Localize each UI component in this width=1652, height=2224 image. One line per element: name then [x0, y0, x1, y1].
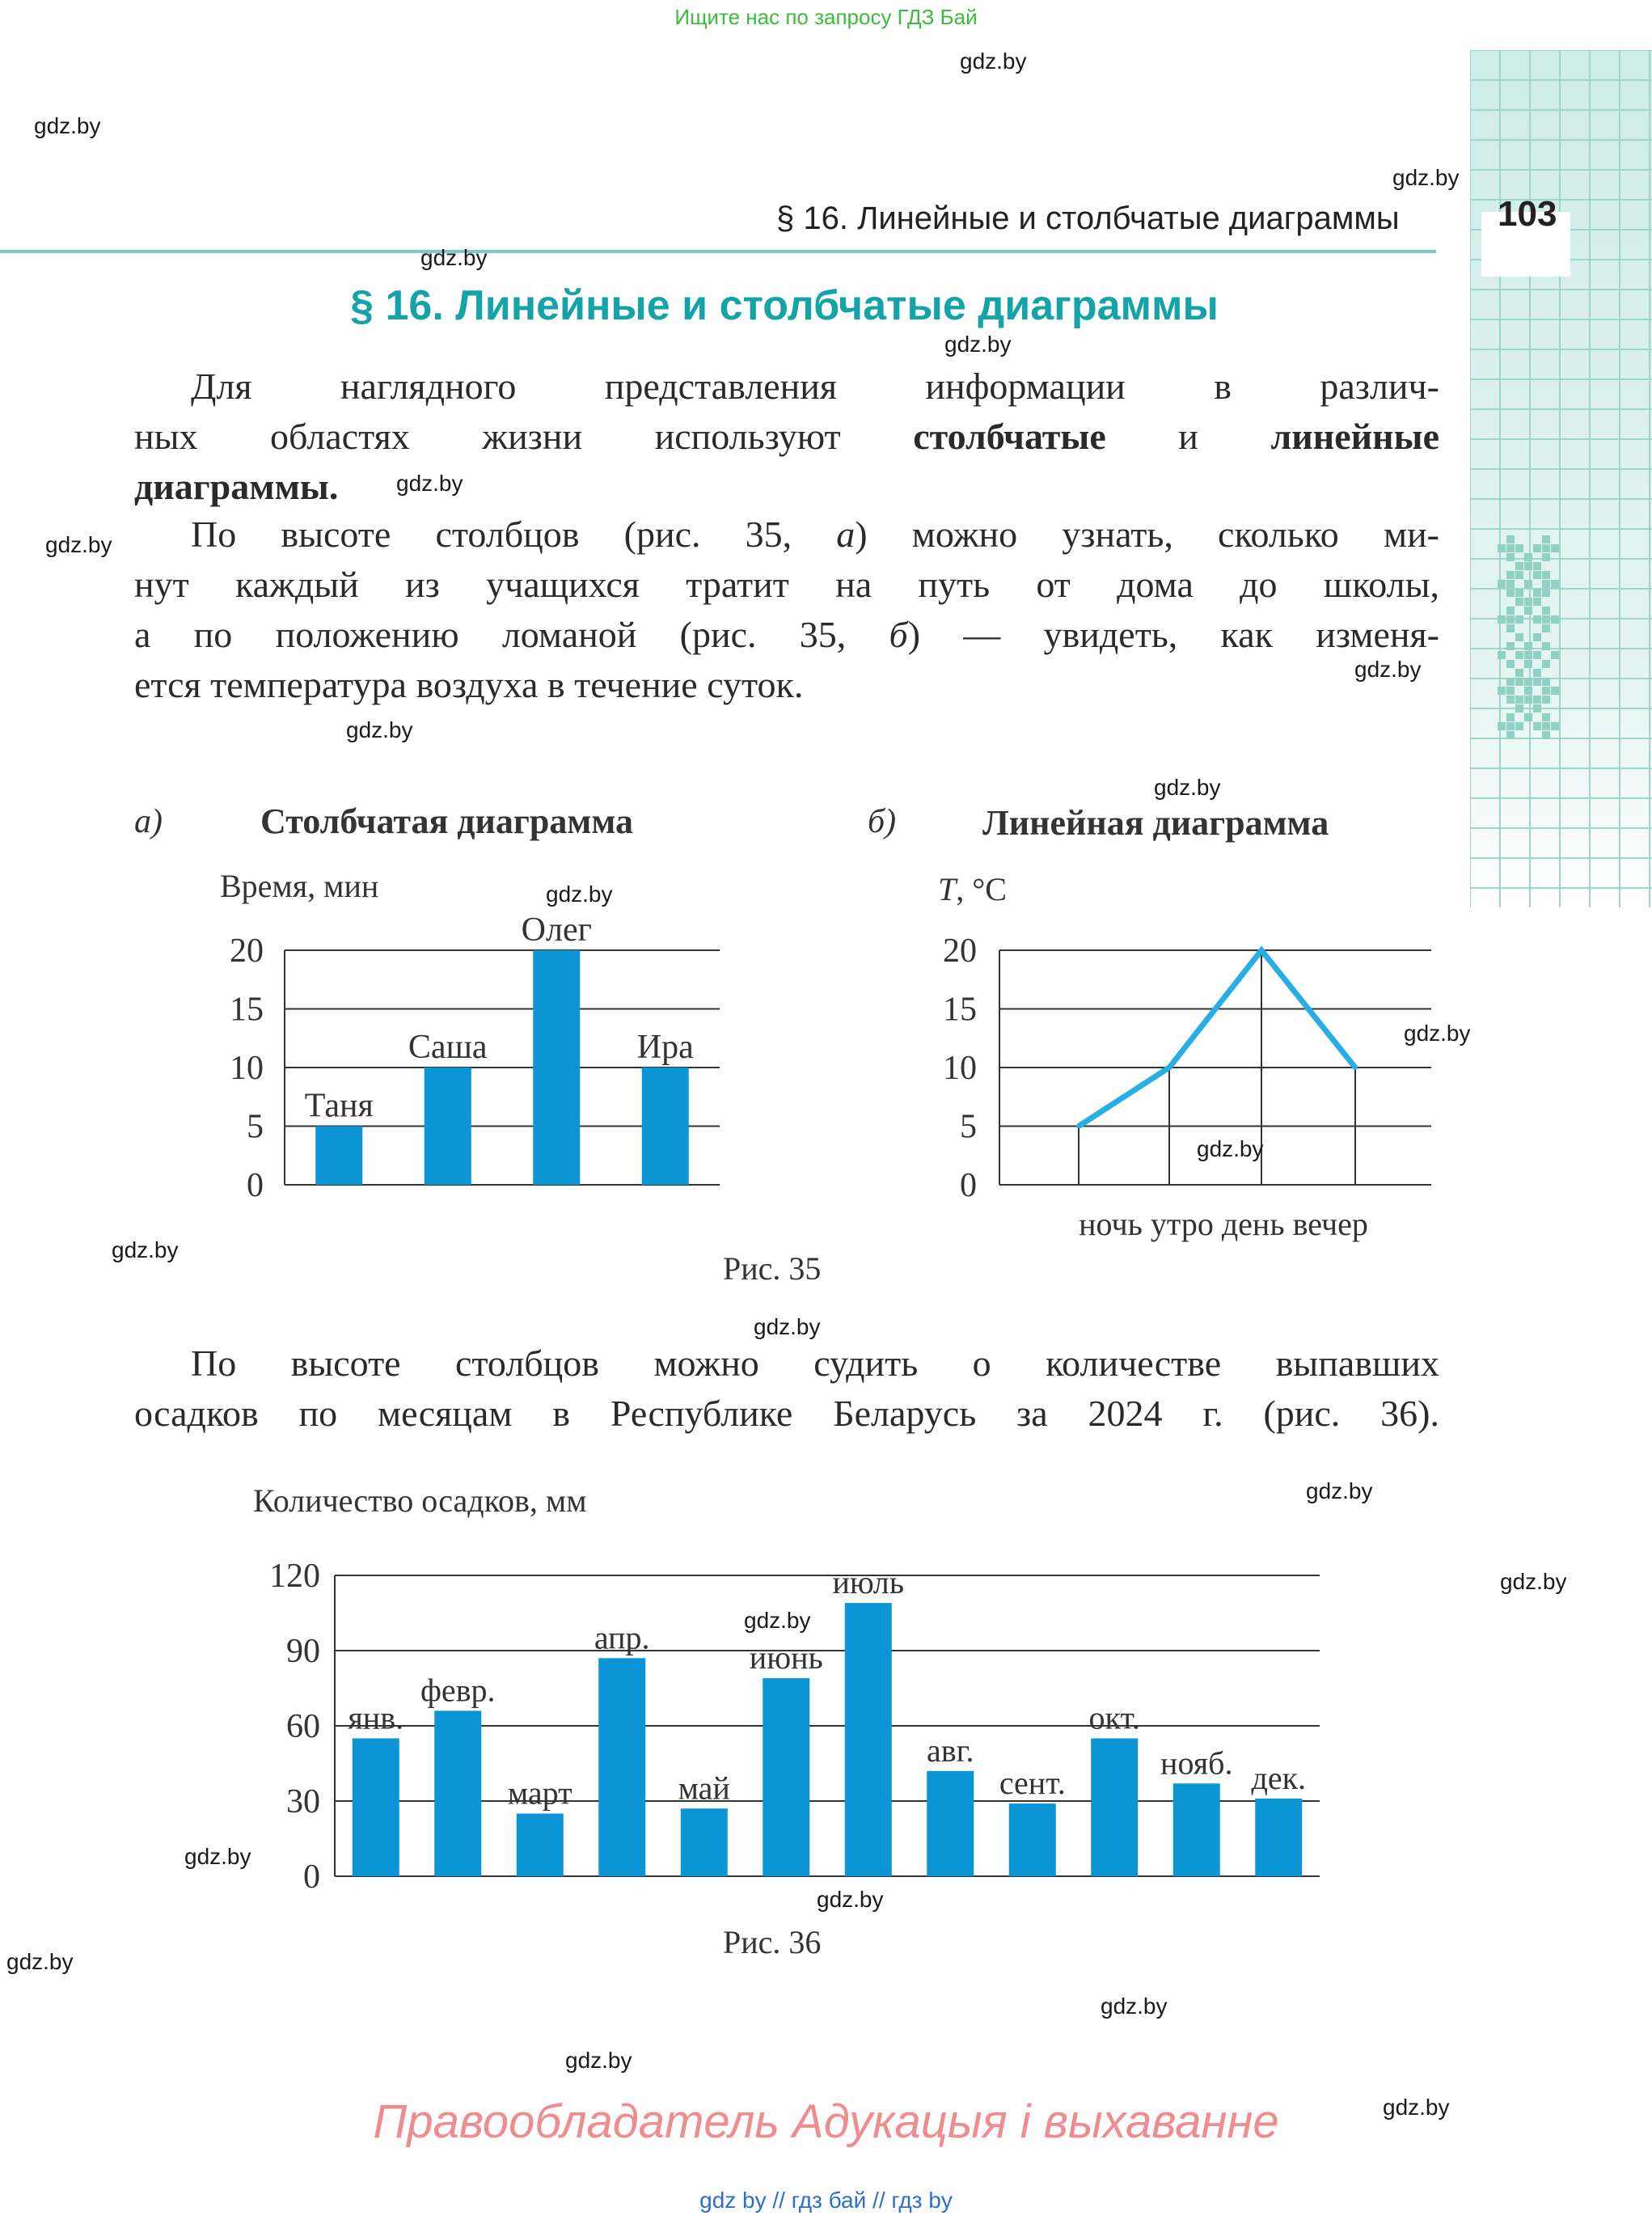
chart-b-xtick-labels: ночь утро день вечер [1079, 1206, 1368, 1242]
ornament-cell [1551, 651, 1559, 659]
watermark[interactable]: gdz.by [1392, 165, 1460, 190]
ornament-cell [1506, 624, 1515, 632]
ornament-cell [1542, 731, 1550, 739]
chart-c-ytick: 30 [286, 1783, 320, 1820]
ornament-cell [1533, 696, 1541, 704]
para2-ref-a: а [836, 514, 856, 555]
ornament-cell [1506, 553, 1515, 561]
watermark[interactable]: gdz.by [112, 1237, 179, 1262]
ornament-cell [1515, 651, 1523, 659]
ornament-cell [1506, 687, 1515, 695]
ornament-cell [1533, 589, 1541, 597]
paragraph-3 [134, 1338, 1439, 1439]
ornament-cell [1506, 544, 1515, 552]
chart-b-ylabel-symbol: T [938, 871, 957, 907]
ornament-cell [1506, 678, 1515, 686]
ornament-cell [1542, 660, 1550, 668]
ornament-cell [1551, 615, 1559, 624]
chart-a-bar-label: Олег [521, 911, 592, 949]
running-header: § 16. Линейные и столбчатые диаграммы [776, 201, 1400, 236]
ornament-cell [1524, 713, 1532, 721]
ornament-cell [1533, 615, 1541, 624]
ornament-cell [1542, 553, 1550, 561]
watermark[interactable]: gdz.by [6, 1949, 74, 1974]
para1-text: ных областях жизни используют [134, 416, 914, 457]
chart-c-bar-label: февр. [420, 1672, 496, 1709]
chart-c-bar-label: июнь [749, 1639, 823, 1676]
watermark[interactable]: gdz.by [944, 332, 1012, 357]
para1-conj: и [1105, 416, 1271, 457]
chart-c-bar-label: окт. [1088, 1699, 1140, 1736]
chart-b-point [1259, 948, 1264, 953]
chart-c-bar [353, 1739, 399, 1877]
chart-c-bar-label: март [507, 1774, 572, 1812]
chart-b-ylabel-unit: , °C [956, 871, 1007, 907]
chart-b-ytick: 0 [960, 1167, 977, 1204]
ornament-cell [1498, 544, 1506, 552]
chart-c-ytick: 90 [286, 1633, 320, 1670]
chart-c-bar [1091, 1739, 1138, 1877]
ornament-cell [1533, 704, 1541, 712]
para3-line2: осадков по месяцам в Республике Беларусь за 2024 г. (рис. 36). [134, 1393, 1439, 1434]
chart-b-line [922, 869, 1456, 1258]
fig36-caption: Рис. 36 [723, 1924, 822, 1960]
chart-a-ytick: 20 [230, 932, 264, 970]
ornament-cell [1515, 669, 1523, 677]
chart-c-bar-label: сент. [999, 1765, 1066, 1802]
chart-a-bar [425, 1068, 471, 1185]
ornament-cell [1515, 696, 1523, 704]
chart-c-bar-label: апр. [594, 1619, 650, 1656]
ornament-cell [1551, 722, 1559, 730]
watermark[interactable]: gdz.by [1383, 2095, 1450, 2120]
watermark[interactable]: gdz.by [346, 717, 413, 742]
ornament-cell [1542, 678, 1550, 686]
watermark[interactable]: gdz.by [546, 882, 613, 907]
watermark[interactable]: gdz.by [565, 2048, 632, 2073]
chart-c-bar [1009, 1803, 1056, 1876]
paragraph-1 [134, 362, 1439, 512]
chart-a-bar [533, 950, 580, 1185]
watermark[interactable]: gdz.by [184, 1844, 251, 1869]
ornament-cell [1542, 571, 1550, 579]
chart-b-ytick: 15 [943, 991, 977, 1029]
ornament-cell [1551, 580, 1559, 588]
ornament-cell [1506, 580, 1515, 588]
ornament-cell [1542, 580, 1550, 588]
ornament-cell [1542, 713, 1550, 721]
ornament-cell [1515, 633, 1523, 641]
ornament-cell [1542, 624, 1550, 632]
ornament-cell [1533, 633, 1541, 641]
ornament-cell [1506, 535, 1515, 543]
chart-a-bar-label: Таня [304, 1087, 374, 1125]
watermark[interactable]: gdz.by [1101, 1994, 1168, 2019]
chart-c-ylabel: Количество осадков, мм [253, 1482, 587, 1519]
ornament-cell [1542, 544, 1550, 552]
term-line-charts: линейные [1270, 416, 1440, 457]
ornament-cell [1542, 607, 1550, 615]
ornament-cell [1515, 544, 1523, 552]
ornament-cell [1524, 598, 1532, 606]
para2-line3 [134, 610, 1439, 660]
chart-a-title: Столбчатая диаграмма [260, 801, 633, 841]
ornament-cell [1515, 571, 1523, 579]
ornament-cell [1533, 669, 1541, 677]
chart-a-ytick: 10 [230, 1050, 264, 1087]
ornament-cell [1498, 651, 1506, 659]
para2-text: а по положению ломаной (рис. 35, [134, 614, 889, 655]
ornament-cell [1524, 687, 1532, 695]
ornament-cell [1542, 696, 1550, 704]
chart-c-bar [681, 1808, 728, 1876]
chart-c-bar [763, 1678, 809, 1876]
ornament-cell [1524, 562, 1532, 570]
watermark[interactable]: gdz.by [1354, 657, 1422, 682]
ornament-cell [1498, 722, 1506, 730]
ornament-cell [1524, 678, 1532, 686]
para1-line3 [134, 462, 1439, 512]
chart-c-bar-label: авг. [926, 1731, 974, 1769]
ornament-cell [1533, 544, 1541, 552]
para2-line2: нут каждый из учащихся тратит на путь от дома до школы, [134, 564, 1439, 605]
chart-c-bar-label: июль [832, 1564, 904, 1601]
chart-b-title: Линейная диаграмма [982, 803, 1329, 843]
fig35-label-b: б) [868, 803, 897, 840]
top-banner[interactable]: Ищите нас по запросу ГДЗ Бай [674, 5, 978, 29]
header-rule [0, 250, 1436, 253]
watermark[interactable]: gdz.by [34, 113, 101, 138]
chart-c-bar [598, 1658, 645, 1876]
chart-c-ytick: 0 [303, 1858, 320, 1896]
ornament-cell [1515, 615, 1523, 624]
ornament-cell [1542, 642, 1550, 650]
chart-c-bar-label: янв. [348, 1699, 404, 1736]
bottom-links[interactable]: gdz by // гдз бай // гдз by [699, 2188, 953, 2213]
ornament-cell [1533, 651, 1541, 659]
para2-line1 [134, 509, 1439, 560]
chart-a-ytick: 5 [247, 1108, 264, 1146]
chart-c-bar [845, 1603, 892, 1876]
chart-a-bar-label: Ира [636, 1029, 694, 1066]
ornament-cell [1524, 642, 1532, 650]
ornament-cell [1515, 678, 1523, 686]
ornament-cell [1524, 696, 1532, 704]
chart-a-bar-label: Саша [408, 1029, 488, 1066]
chart-c-bar [1255, 1799, 1302, 1876]
ornament-cell [1506, 615, 1515, 624]
chart-c-ytick: 120 [269, 1558, 320, 1595]
chart-b-point [1167, 1065, 1172, 1070]
ornament-cell [1506, 713, 1515, 721]
para2-text: По высоте столбцов (рис. 35, [191, 514, 837, 555]
chart-c-ytick: 60 [286, 1708, 320, 1745]
ornament-cell [1506, 731, 1515, 739]
ornament-cell [1498, 615, 1506, 624]
chart-b-ytick: 20 [943, 932, 977, 970]
chart-c-bar [927, 1771, 974, 1876]
ornament-cell [1515, 704, 1523, 712]
fig35-caption: Рис. 35 [723, 1250, 822, 1287]
chart-c-bar-label: май [678, 1769, 730, 1807]
watermark[interactable]: gdz.by [1500, 1569, 1567, 1594]
ornament-cell [1542, 535, 1550, 543]
ornament-cell [1506, 571, 1515, 579]
chart-c-bar-label: дек. [1251, 1759, 1307, 1796]
watermark[interactable]: gdz.by [1154, 775, 1221, 800]
margin-ornament-panel [1470, 50, 1652, 907]
watermark[interactable]: gdz.by [744, 1608, 811, 1633]
chart-a-bar [194, 865, 744, 1205]
ornament-cell [1551, 544, 1559, 552]
para2-ref-b: б [889, 614, 908, 655]
watermark[interactable]: gdz.by [420, 245, 488, 270]
page-number: 103 [1498, 194, 1557, 234]
ornament-cell [1506, 607, 1515, 615]
para3-line1: По высоте столбцов можно судить о количестве выпавших [191, 1342, 1439, 1384]
chart-c-bar-label: нояб. [1160, 1744, 1233, 1782]
chart-b-point [1076, 1124, 1081, 1129]
chart-c-bar [1173, 1783, 1220, 1876]
watermark[interactable]: gdz.by [1404, 1021, 1471, 1046]
chart-b-ylabel [938, 870, 1007, 908]
ornament-cell [1542, 687, 1550, 695]
ornament-cell [1551, 687, 1559, 695]
watermark[interactable]: gdz.by [960, 49, 1027, 74]
chart-c-bar [517, 1814, 564, 1877]
ornament-cell [1506, 589, 1515, 597]
chart-a-ytick: 0 [247, 1167, 264, 1204]
watermark[interactable]: gdz.by [45, 532, 112, 557]
footer-copyright: Правообладатель Адукацыя і выхаванне [373, 2095, 1279, 2148]
ornament-cell [1506, 642, 1515, 650]
ornament-cell [1498, 580, 1506, 588]
ornament-cell [1515, 589, 1523, 597]
ornament-cell [1542, 722, 1550, 730]
term-diagrams: диаграммы. [134, 466, 339, 507]
ornament-cell [1524, 553, 1532, 561]
ornament-cell [1524, 607, 1532, 615]
chart-a-ytick: 15 [230, 991, 264, 1029]
chart-c-bar [434, 1710, 481, 1876]
fig35-label-a: а) [134, 803, 163, 840]
para2-text: ) можно узнать, сколько ми- [855, 514, 1439, 555]
ornament-cell [1533, 562, 1541, 570]
chart-a-ylabel: Время, мин [220, 868, 379, 904]
ornament-cell [1524, 651, 1532, 659]
section-title: § 16. Линейные и столбчатые диаграммы [350, 282, 1219, 329]
watermark[interactable]: gdz.by [396, 471, 463, 496]
watermark[interactable]: gdz.by [817, 1887, 884, 1912]
chart-c-bar [243, 1537, 1342, 1909]
watermark[interactable]: gdz.by [754, 1314, 821, 1339]
chart-a-bar [642, 1068, 689, 1185]
ornament-cell [1533, 722, 1541, 730]
term-bar-charts: столбчатые [913, 416, 1106, 457]
watermark[interactable]: gdz.by [1306, 1478, 1373, 1503]
chart-b-ytick: 10 [943, 1050, 977, 1087]
para1-line2 [134, 412, 1439, 462]
ornament-cell [1533, 678, 1541, 686]
para1-line1: Для наглядного представления информации в различ- [191, 366, 1439, 407]
ornament-cell [1498, 687, 1506, 695]
ornament-cell [1524, 660, 1532, 668]
para2-text: ) — увидеть, как изменя- [907, 614, 1439, 655]
ornament-cell [1533, 571, 1541, 579]
paragraph-2 [134, 509, 1439, 710]
ornament-cell [1542, 589, 1550, 597]
ornament-cell [1515, 598, 1523, 606]
para2-line4: ется температура воздуха в течение суток. [134, 664, 804, 705]
chart-b-ytick: 5 [960, 1108, 977, 1146]
ornament-cell [1533, 598, 1541, 606]
ornament-cell [1506, 722, 1515, 730]
ornament-cell [1506, 696, 1515, 704]
ornament-cell [1515, 562, 1523, 570]
ornament-cell [1515, 722, 1523, 730]
ornament-cell [1506, 660, 1515, 668]
chart-b-series-line [1079, 950, 1355, 1127]
ornament-cell [1524, 580, 1532, 588]
ornament-cell [1542, 615, 1550, 624]
chart-a-bar [315, 1127, 362, 1186]
watermark[interactable]: gdz.by [1197, 1136, 1264, 1161]
chart-b-point [1353, 1065, 1358, 1070]
